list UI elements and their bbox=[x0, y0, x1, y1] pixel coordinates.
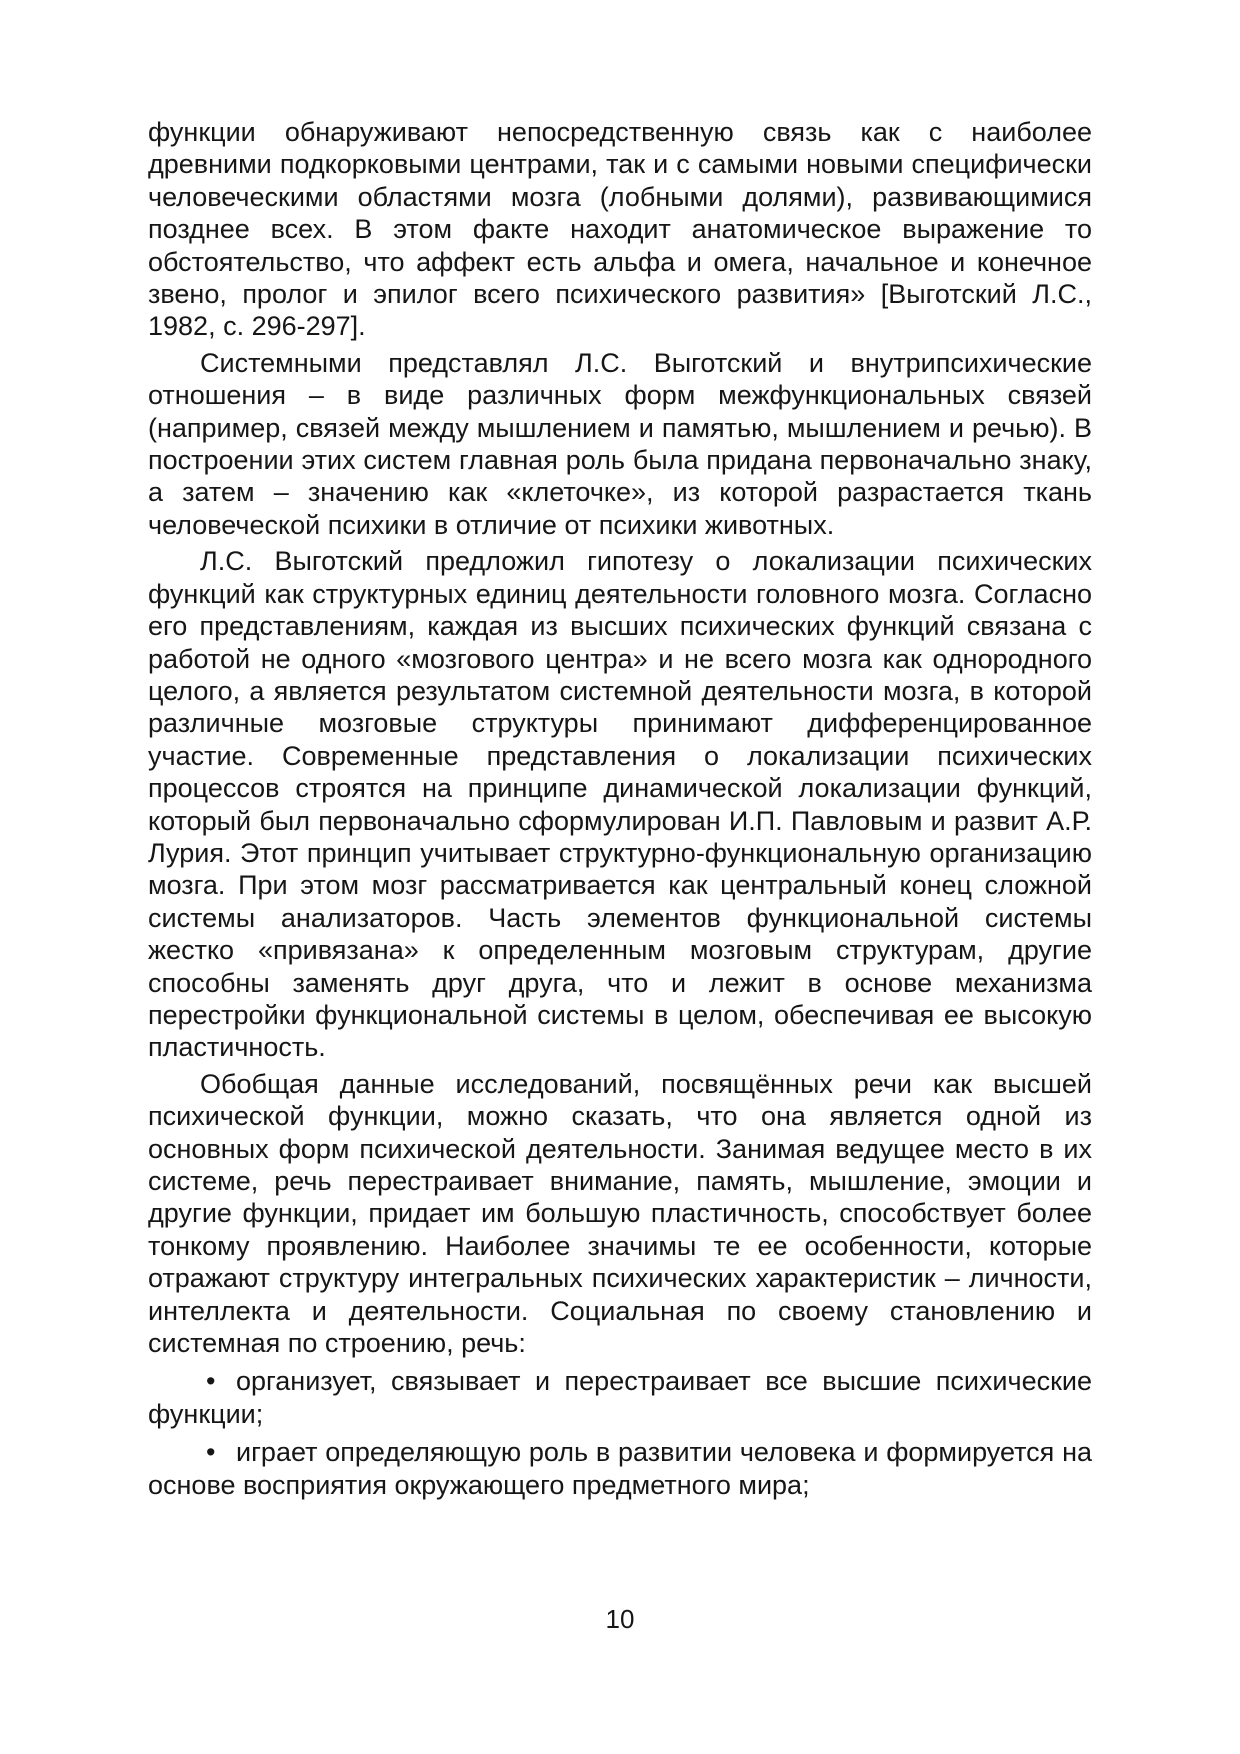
list-item bbox=[148, 1365, 1092, 1430]
paragraph-speech-function: Обобщая данные исследований, посвящённых речи как высшей психической функции, можно сказать, что она является одной из основных форм психической деятельности. Занимая ведущее место в их системе, речь перестраивает внимание, память, мышление, эмоции и другие функции, придает им большую пластичность, способствует более тонкому проявлению. Наиболее значимы те ее особенности, которые отражают структуру интегральных психических характеристик – личности, интеллекта и деятельности. Социальная по своему становлению и системная по строению, речь: bbox=[148, 1068, 1092, 1359]
page-body bbox=[148, 116, 1092, 1501]
list-item bbox=[148, 1436, 1092, 1501]
speech-properties-list bbox=[148, 1365, 1092, 1501]
page-number: 10 bbox=[605, 1604, 635, 1634]
paragraph-intrapsychic-relations: Системными представлял Л.С. Выготский и внутрипсихические отношения – в виде различных форм межфункциональных связей (например, связей между мышлением и памятью, мышлением и речью). В построении этих систем главная роль была придана первоначально знаку, а затем – значению как «клеточке», из которой разрастается ткань человеческой психики в отличие от психики животных. bbox=[148, 347, 1092, 540]
paragraph-continued-quote: функции обнаруживают непосредственную связь как с наиболее древними подкорковыми центрами, так и с самыми новыми специфически человеческими областями мозга (лобными долями), развивающимися позднее всех. В этом факте находит анатомическое выражение то обстоятельство, что аффект есть альфа и омега, начальное и конечное звено, пролог и эпилог всего психического развития» [Выготский Л.С., 1982, с. 296-297]. bbox=[148, 117, 1092, 342]
paragraph-localization-hypothesis: Л.С. Выготский предложил гипотезу о локализации психических функций как структурных единиц деятельности головного мозга. Согласно его представлениям, каждая из высших психических функций связана с работой не одного «мозгового центра» и не всего мозга как однородного целого, а является результатом системной деятельности мозга, в которой различные мозговые структуры принимают дифференцированное участие. Современные представления о локализации психических процессов строятся на принципе динамической локализации функций, который был первоначально сформулирован И.П. Павловым и развит А.Р. Лурия. Этот принцип учитывает структурно-функциональную организацию мозга. При этом мозг рассматривается как центральный конец сложной системы анализаторов. Часть элементов функциональной системы жестко «привязана» к определенным мозговым структурам, другие способны заменять друг друга, что и лежит в основе механизма перестройки функциональной системы в целом, обеспечивая ее высокую пластичность. bbox=[148, 546, 1092, 1063]
list-item-text: играет определяющую роль в развитии человека и формируется на основе восприятия окружающего предметного мира; bbox=[148, 1437, 1092, 1500]
bullet-icon: • bbox=[206, 1366, 216, 1397]
bullet-icon: • bbox=[206, 1437, 216, 1468]
list-item-text: организует, связывает и перестраивает все высшие психические функции; bbox=[148, 1366, 1092, 1429]
